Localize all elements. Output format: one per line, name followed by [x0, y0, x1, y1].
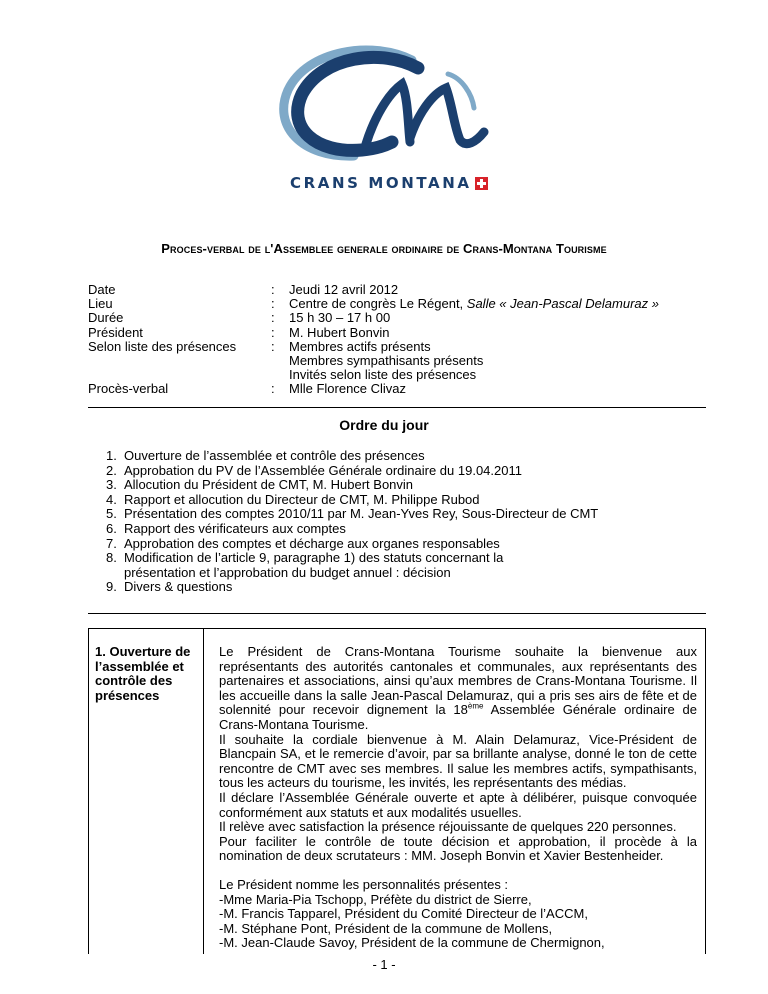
section-1-body [219, 645, 697, 951]
paragraph: Pour faciliter le contrôle de toute décision et approbation, il procède à la nomination de deux scrutateurs : MM. Joseph Bonvin et Xavier Bestenheider. [219, 833, 697, 864]
agenda-list [106, 449, 706, 595]
personalities-list [219, 878, 697, 951]
info-label: Président [88, 324, 143, 340]
agenda-text: Ouverture de l’assemblée et contrôle des présences [124, 448, 425, 463]
info-value: Invités selon liste des présences [289, 367, 477, 383]
info-label: Procès-verbal [88, 381, 169, 397]
agenda-text: Rapport des vérificateurs aux comptes [124, 520, 346, 536]
page-number: - 1 - [372, 957, 396, 972]
info-row-place [88, 297, 708, 311]
agenda-text: Approbation des comptes et décharge aux organes responsables [124, 535, 500, 551]
info-label: Selon liste des présences [88, 338, 237, 354]
agenda-number: 6. [106, 520, 117, 536]
agenda-text: Modification de l’article 9, paragraphe 1) des statuts concernant la présentation et l’approbation du budget annuel : décision [124, 550, 504, 580]
brand-name: CRANS MONTANA [290, 174, 472, 192]
info-label: Lieu [88, 296, 113, 312]
agenda-item [106, 507, 706, 522]
paragraph: Il relève avec satisfaction la présence réjouissante de quelques 220 personnes. [219, 819, 677, 835]
info-value [289, 297, 659, 311]
info-row-minutes [88, 382, 708, 396]
info-row-attendance-3 [88, 368, 708, 382]
agenda-number: 3. [106, 477, 117, 493]
divider-line [88, 613, 706, 614]
room-name: Salle « Jean-Pascal Delamuraz » [466, 296, 659, 312]
info-value: 15 h 30 – 17 h 00 [289, 310, 391, 326]
agenda-item [106, 522, 706, 537]
info-label: Durée [88, 310, 124, 326]
info-colon: : [271, 282, 275, 297]
agenda-number: 9. [106, 579, 117, 595]
list-intro: Le Président nomme les personnalités présentes : [219, 876, 509, 892]
list-item: -M. Stéphane Pont, Président de la commune de Mollens, [219, 920, 553, 936]
agenda-number: 2. [106, 462, 117, 478]
divider-line [88, 407, 706, 408]
venue-name: Centre de congrès Le Régent, [289, 296, 467, 312]
meeting-info [88, 283, 708, 397]
info-value: Membres actifs présents [289, 338, 431, 354]
info-value: Jeudi 12 avril 2012 [289, 282, 399, 297]
list-item: -M. Jean-Claude Savoy, Président de la commune de Chermignon, [219, 935, 605, 951]
agenda-number: 7. [106, 535, 117, 551]
agenda-item [106, 580, 706, 595]
info-row-attendance [88, 340, 708, 354]
section-1-title: 1. Ouverture de l’assemblée et contrôle des présences [95, 644, 191, 703]
agenda-item [106, 478, 706, 493]
agenda-text: Divers & questions [124, 579, 233, 595]
document-title: Proces-verbal de l'Assemblee generale ordinaire de Crans-Montana Tourisme [161, 241, 607, 256]
info-value: M. Hubert Bonvin [289, 324, 390, 340]
paragraph: Il déclare l’Assemblée Générale ouverte et apte à délibérer, puisque convoquée conformément aux statuts et aux modalités usuelles. [219, 789, 697, 820]
info-colon: : [271, 338, 275, 354]
agenda-number: 4. [106, 491, 117, 507]
info-row-attendance-2 [88, 354, 708, 368]
agenda-item [106, 551, 706, 580]
list-item: -M. Francis Tapparel, Président du Comité Directeur de l’ACCM, [219, 906, 588, 922]
agenda-number: 5. [106, 506, 117, 522]
paragraph-text: Assemblée Générale ordinaire de Crans-Montana Tourisme. [219, 702, 698, 732]
agenda-text: Approbation du PV de l’Assemblée Générale ordinaire du 19.04.2011 [124, 462, 522, 478]
info-value: Membres sympathisants présents [289, 352, 484, 368]
paragraph-text: Le Président de Crans-Montana Tourisme souhaite la bienvenue aux représentants des autorités cantonales et communales, aux représentants des partenaires et associations, ainsi qu’aux membres de Crans-Montana Tourisme. Il les accueille dans la salle Jean-Pascal Delamuraz, qui a pris ses airs de fête et de solennité pour recevoir dignement la 18 [219, 644, 697, 718]
info-label: Date [88, 282, 116, 297]
info-row-duration [88, 311, 708, 325]
info-colon: : [271, 296, 275, 312]
agenda-item [106, 493, 706, 508]
info-colon: : [271, 381, 275, 397]
agenda-number: 1. [106, 448, 117, 463]
info-row-president [88, 326, 708, 340]
paragraph: Il souhaite la cordiale bienvenue à M. Alain Delamuraz, Vice-Président de Blancpain SA, et le remercie d’avoir, par sa brillante analyse, donné le ton de cette rencontre de CMT avec ses membres. Il salue les membres actifs, sympathisants, tous les acteurs du tourisme, les invités, les représentants des médias. [219, 731, 697, 791]
section-1-table [88, 628, 706, 954]
column-divider [203, 629, 204, 954]
paragraph [219, 645, 697, 733]
list-item: -Mme Maria-Pia Tschopp, Préfète du district de Sierre, [219, 891, 532, 907]
agenda-number: 8. [106, 550, 117, 566]
agenda-text: Rapport et allocution du Directeur de CMT, M. Philippe Rubod [124, 491, 480, 507]
info-colon: : [271, 324, 275, 340]
swiss-cross-icon [475, 177, 488, 190]
agenda-item [106, 464, 706, 479]
info-colon: : [271, 310, 275, 326]
agenda-item [106, 537, 706, 552]
agenda-text: Présentation des comptes 2010/11 par M. Jean-Yves Rey, Sous-Directeur de CMT [124, 506, 599, 522]
info-value: Mlle Florence Clivaz [289, 381, 407, 397]
info-row-date [88, 283, 708, 297]
agenda-item [106, 449, 706, 464]
agenda-text: Allocution du Président de CMT, M. Hubert Bonvin [124, 477, 414, 493]
superscript: ème [467, 702, 484, 712]
agenda-title: Ordre du jour [339, 417, 429, 433]
